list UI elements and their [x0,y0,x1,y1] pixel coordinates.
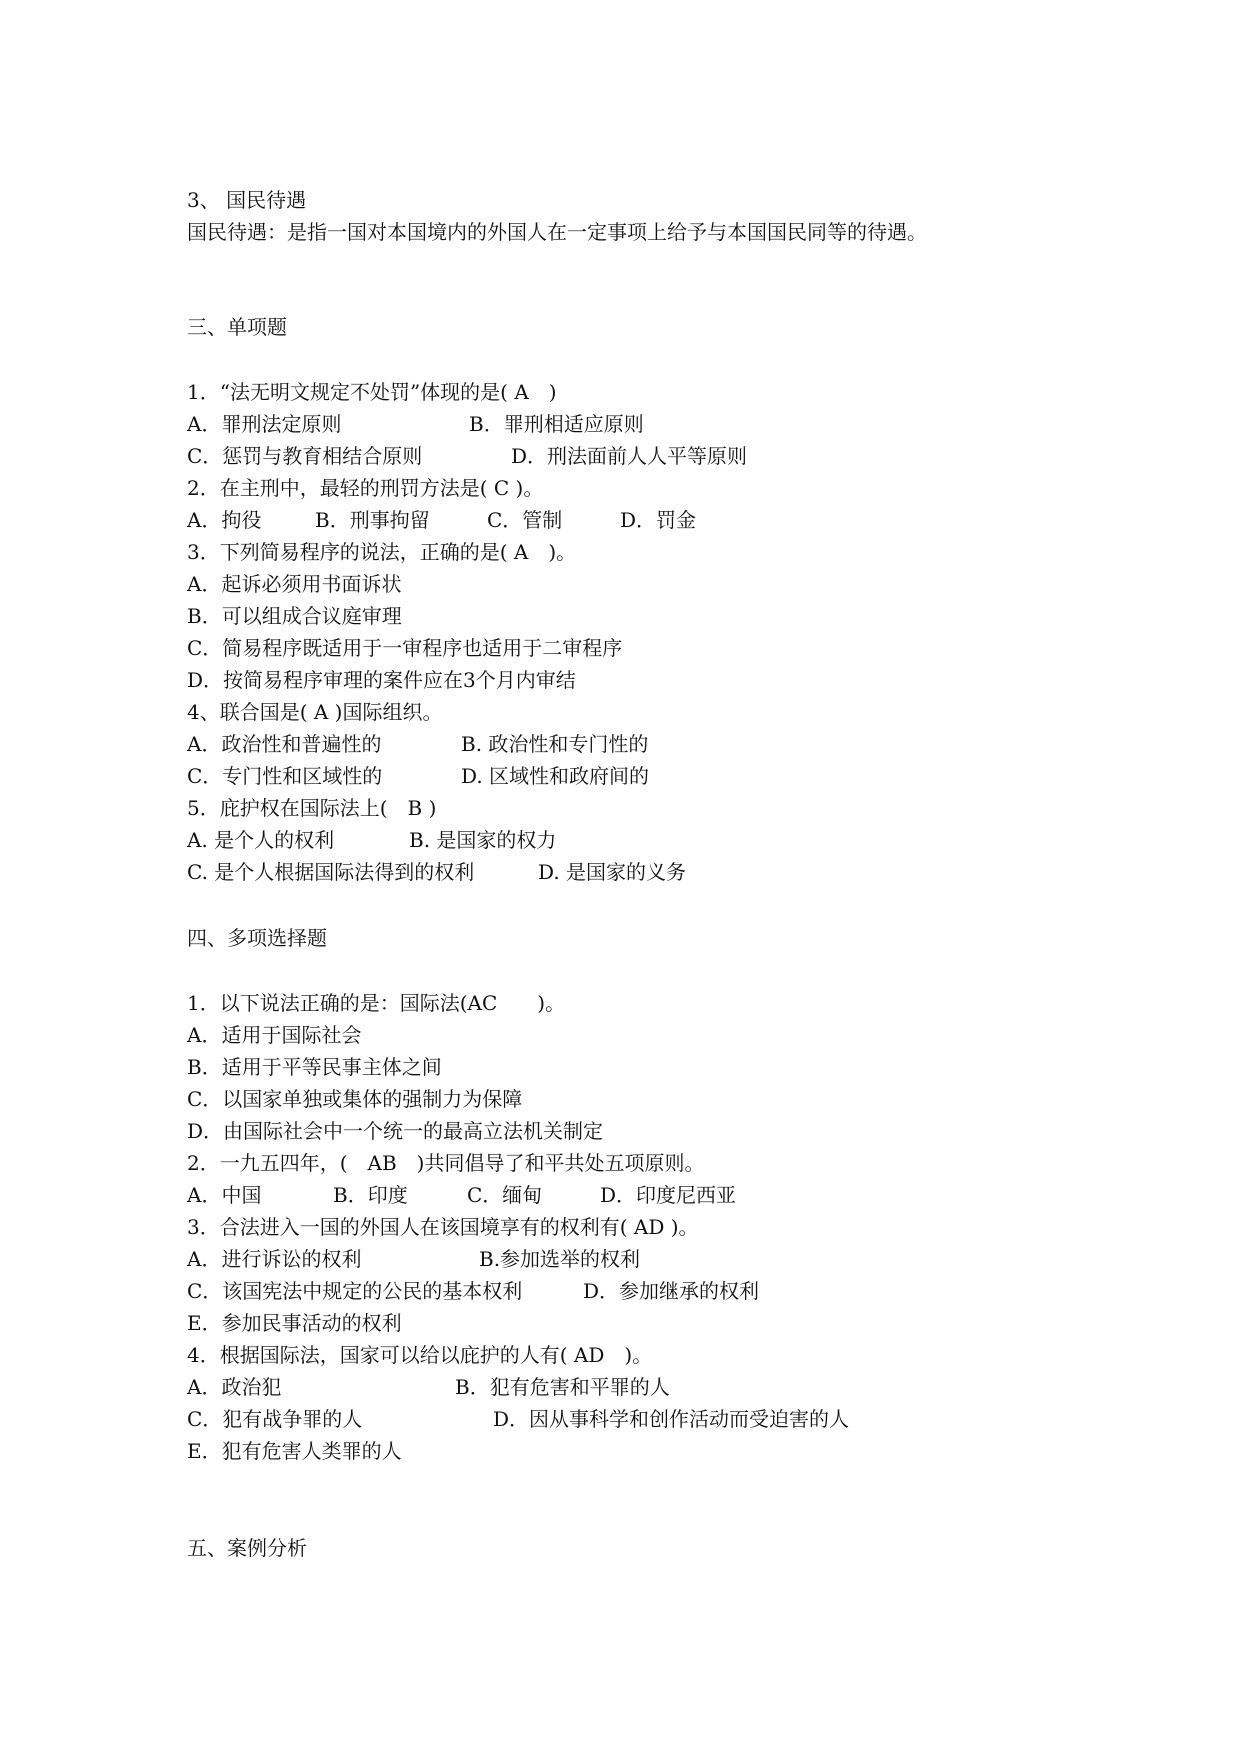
mc-q3-option-e: E．参加民事活动的权利 [187,1311,402,1335]
mc-q4-option-d: D．因从事科学和创作活动而受迫害的人 [493,1407,850,1431]
section-heading-case-analysis: 五、案例分析 [187,1536,307,1560]
sc-q2-option-a: A．拘役 [187,508,262,532]
sc-q4-option-d: D. 区域性和政府间的 [461,764,650,788]
mc-q4-stem: 4．根据国际法，国家可以给以庇护的人有( AD )。 [187,1343,653,1367]
sc-q2-options-row [187,506,696,534]
mc-q3-option-c: C．该国宪法中规定的公民的基本权利 [187,1279,523,1303]
mc-q1-stem: 1．以下说法正确的是：国际法(AC )。 [187,991,566,1015]
sc-q3-option-c: C．简易程序既适用于一审程序也适用于二审程序 [187,636,623,660]
sc-q5-options-row1 [187,826,556,854]
sc-q1-options-row1 [187,410,644,438]
mc-q4-option-e: E．犯有危害人类罪的人 [187,1439,402,1463]
sc-q3-option-a: A．起诉必须用书面诉状 [187,572,402,596]
mc-q4-options-row2 [187,1405,849,1433]
section-heading-multiple-choice: 四、多项选择题 [187,926,327,950]
sc-q5-option-c: C. 是个人根据国际法得到的权利 [187,860,475,884]
sc-q4-options-row2 [187,762,649,790]
sc-q5-option-b: B. 是国家的权力 [409,828,557,852]
mc-q4-option-c: C．犯有战争罪的人 [187,1407,363,1431]
sc-q5-stem: 5．庇护权在国际法上( B ) [187,796,437,820]
sc-q4-option-c: C．专门性和区域性的 [187,764,383,788]
mc-q2-options-row [187,1181,736,1209]
mc-q3-options-row2 [187,1277,759,1305]
mc-q3-stem: 3．合法进入一国的外国人在该国境享有的权利有( AD )。 [187,1215,699,1239]
sc-q4-option-b: B. 政治性和专门性的 [461,732,649,756]
sc-q1-option-a: A．罪刑法定原则 [187,412,342,436]
mc-q1-option-b: B．适用于平等民事主体之间 [187,1055,442,1079]
mc-q1-option-a: A．适用于国际社会 [187,1023,362,1047]
sc-q4-stem: 4、联合国是( A )国际组织。 [187,700,443,724]
mc-q3-option-d: D．参加继承的权利 [583,1279,760,1303]
sc-q3-stem: 3．下列简易程序的说法，正确的是( A )。 [187,540,577,564]
sc-q3-option-d: D．按简易程序审理的案件应在3个月内审结 [187,668,576,692]
mc-q1-option-d: D．由国际社会中一个统一的最高立法机关制定 [187,1119,604,1143]
sc-q1-option-c: C．惩罚与教育相结合原则 [187,444,423,468]
mc-q4-options-row1 [187,1373,670,1401]
mc-q1-option-c: C．以国家单独或集体的强制力为保障 [187,1087,523,1111]
mc-q2-option-d: D．印度尼西亚 [600,1183,737,1207]
mc-q2-option-b: B．印度 [333,1183,408,1207]
sc-q2-option-d: D．罚金 [620,508,697,532]
definition-heading: 3、 国民待遇 [187,188,307,212]
sc-q5-option-a: A. 是个人的权利 [187,828,335,852]
mc-q2-option-c: C．缅甸 [467,1183,543,1207]
sc-q5-option-d: D. 是国家的义务 [538,860,687,884]
sc-q1-options-row2 [187,442,747,470]
mc-q2-option-a: A．中国 [187,1183,262,1207]
mc-q2-stem: 2．一九五四年，( AB )共同倡导了和平共处五项原则。 [187,1151,705,1175]
mc-q4-option-a: A．政治犯 [187,1375,282,1399]
sc-q2-option-c: C．管制 [487,508,563,532]
sc-q3-option-b: B．可以组成合议庭审理 [187,604,402,628]
sc-q5-options-row2 [187,858,686,886]
sc-q1-stem: 1．“法无明文规定不处罚”体现的是( A ) [187,380,557,404]
definition-text: 国民待遇：是指一国对本国境内的外国人在一定事项上给予与本国国民同等的待遇。 [187,220,927,244]
section-heading-single-choice: 三、单项题 [187,315,287,339]
sc-q4-options-row1 [187,730,648,758]
mc-q4-option-b: B．犯有危害和平罪的人 [455,1375,670,1399]
mc-q3-option-a: A．进行诉讼的权利 [187,1247,362,1271]
sc-q4-option-a: A．政治性和普遍性的 [187,732,382,756]
sc-q2-stem: 2．在主刑中，最轻的刑罚方法是( C )。 [187,476,544,500]
sc-q2-option-b: B．刑事拘留 [315,508,430,532]
sc-q1-option-d: D．刑法面前人人平等原则 [511,444,748,468]
mc-q3-options-row1 [187,1245,640,1273]
sc-q1-option-b: B．罪刑相适应原则 [469,412,644,436]
mc-q3-option-b: B.参加选举的权利 [479,1247,641,1271]
